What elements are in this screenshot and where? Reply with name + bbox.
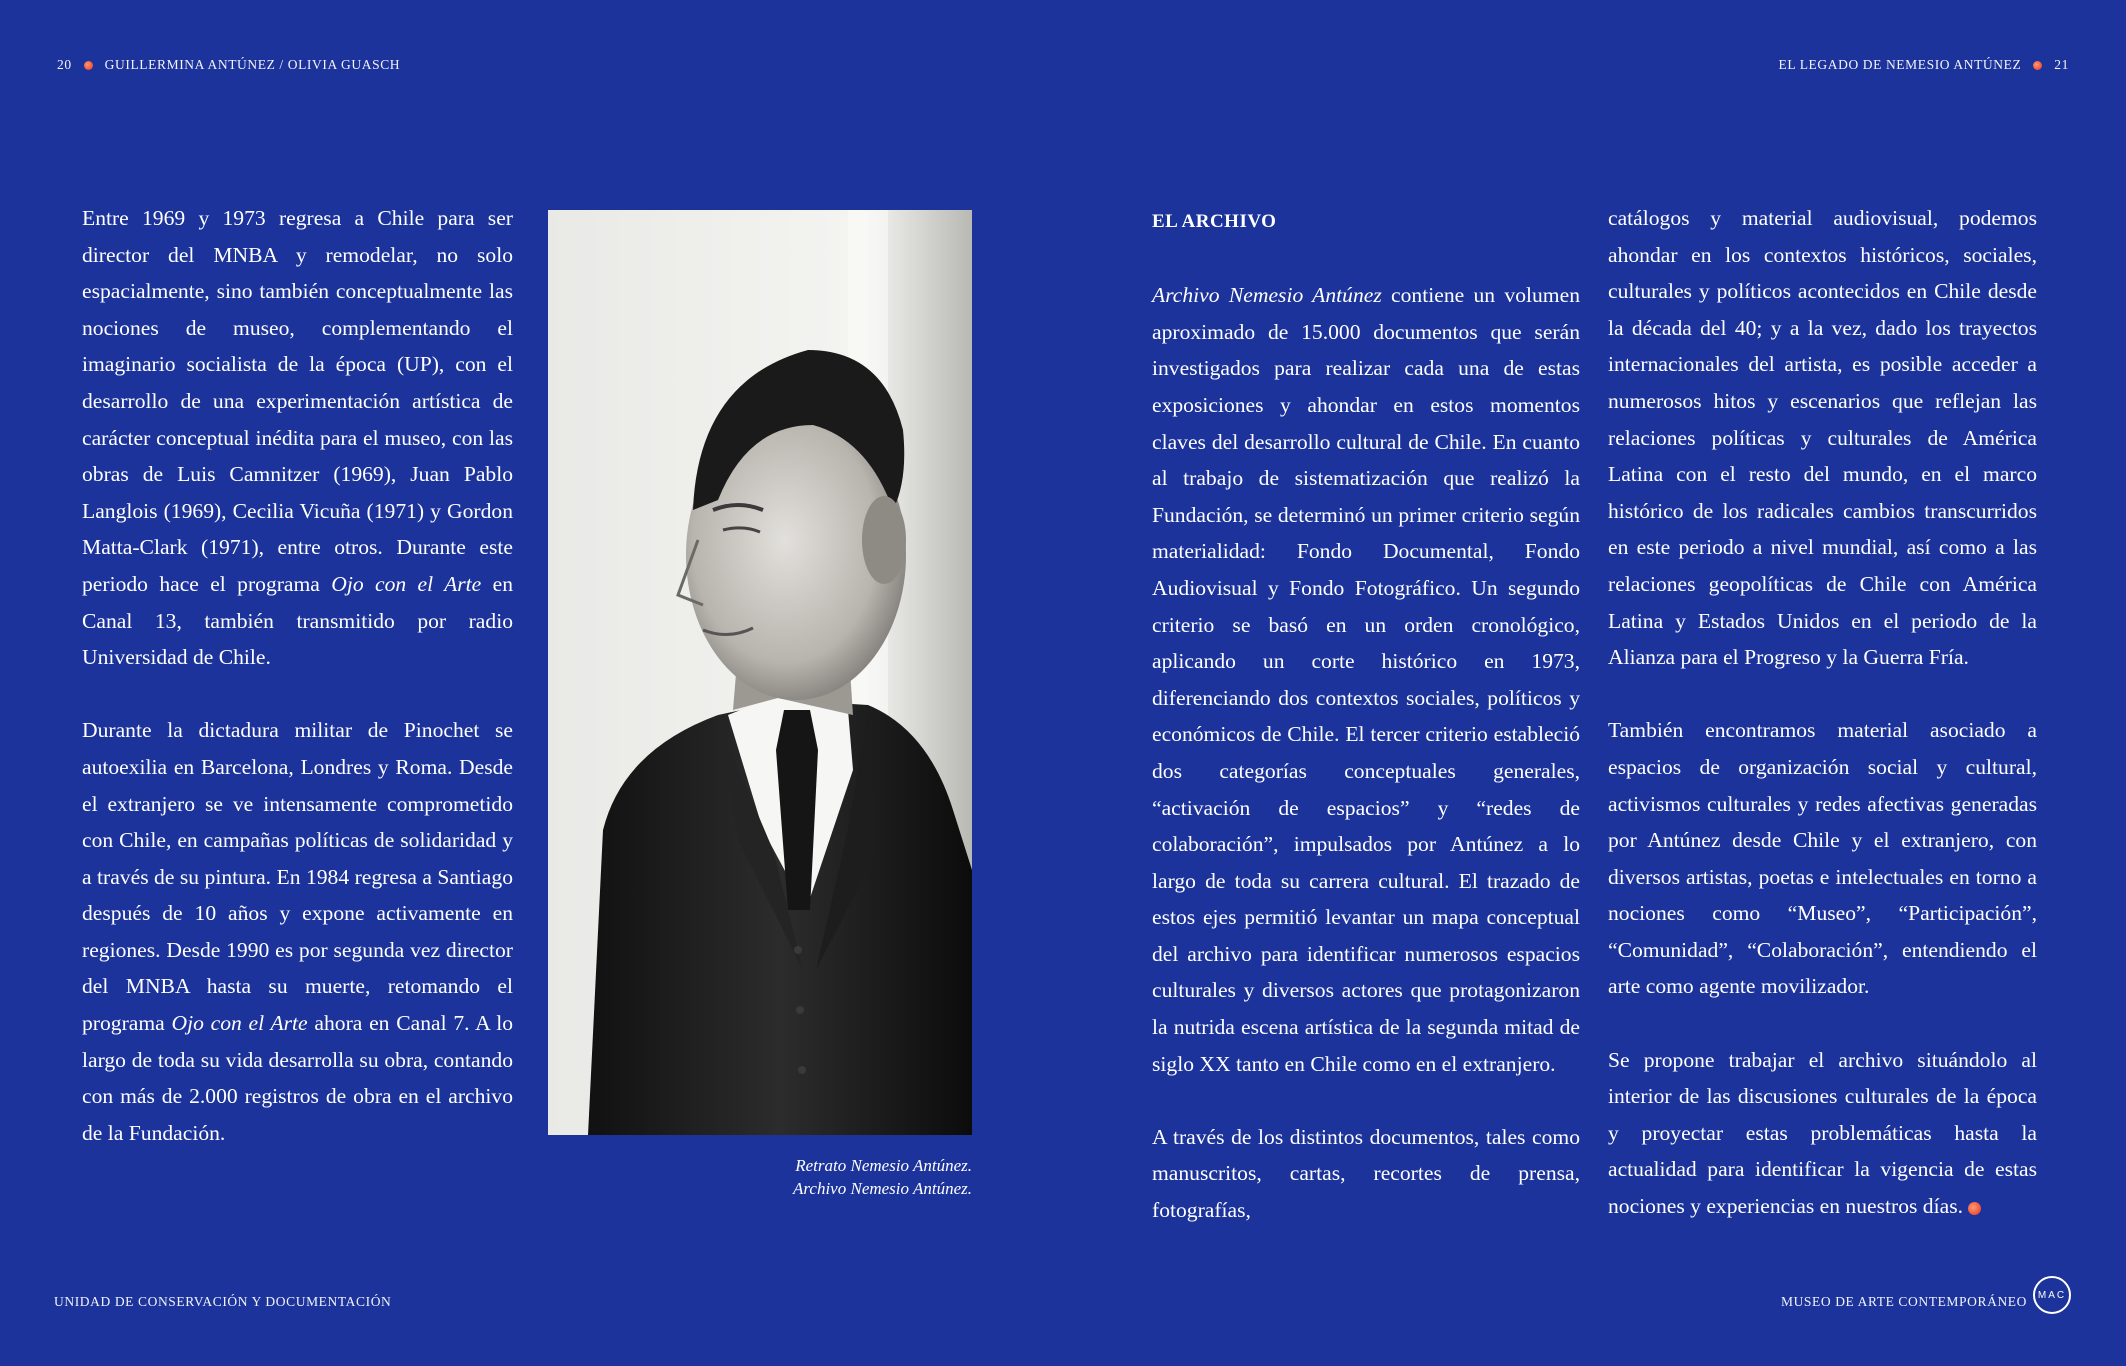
photo-caption bbox=[700, 1154, 972, 1200]
portrait-illustration bbox=[548, 210, 972, 1135]
paragraph: Entre 1969 y 1973 regresa a Chile para ser director del MNBA y remodelar, no solo espacialmente, sino también conceptualmente las nociones de museo, complementando el imaginario socialista de la época (UP), con el desarrollo de una experimentación artística de carácter conceptual inédita para el museo, con las obras de Luis Camnitzer (1969), Juan Pablo Langlois (1969), Cecilia Vicuña (1971) y Gordon Matta-Clark (1971), entre otros. Durante este periodo hace el programa Ojo con el Arte en Canal 13, también transmitido por radio Universidad de Chile. bbox=[82, 206, 514, 670]
accent-dot-icon bbox=[84, 61, 93, 70]
running-footer-left: UNIDAD DE CONSERVACIÓN Y DOCUMENTACIÓN bbox=[54, 1294, 392, 1309]
mac-logo: MAC bbox=[2033, 1276, 2071, 1314]
paragraph: A través de los distintos documentos, tales como manuscritos, cartas, recortes de prensa, fotografías, bbox=[1152, 1124, 1580, 1223]
paragraph: catálogos y material audiovisual, podemos ahondar en los contextos históricos, sociales, culturales y políticos acontecidos en Chile desde la década del 40; y a la vez, dado los trayectos internacionales del artista, es posible acceder a numerosos hitos y escenarios que reflejan las relaciones políticas y culturales de América Latina con el resto del mundo, en el marco histórico de los radicales cambios transcurridos en este periodo a nivel mundial, así como a las relaciones geopolíticas de Chile con América Latina y Estados Unidos en el periodo de la Alianza para el Progreso y la Guerra Fría. bbox=[1608, 206, 2037, 670]
portrait-photo bbox=[548, 210, 972, 1135]
left-page-number: 20 bbox=[57, 57, 72, 72]
right-page-number: 21 bbox=[2054, 57, 2069, 72]
paragraph: Archivo Nemesio Antúnez contiene un volumen aproximado de 15.000 documentos que serán investigados para realizar cada una de estas exposiciones y ahondar en estos momentos claves del desarrollo cultural de Chile. En cuanto al trabajo de sistematización que realizó la Fundación, se determinó un primer criterio según materialidad: Fondo Documental, Fondo Audiovisual y Fondo Fotográfico. Un segundo criterio se basó en un orden cronológico, aplicando un corte histórico en 1973, diferenciando dos contextos sociales, políticos y económicos de Chile. El tercer criterio estableció dos categorías conceptuales generales, “activación de espacios” y “redes de colaboración”, impulsados por Antúnez a lo largo de toda su carrera cultural. El trazado de estos ejes permitió levantar un mapa conceptual del archivo para identificar numerosos espacios culturales y diversos actores que protagonizaron la nutrida escena artística de la segunda mitad de siglo XX tanto en Chile como en el extranjero. bbox=[1152, 283, 1580, 1076]
paragraph: Durante la dictadura militar de Pinochet se autoexilia en Barcelona, Londres y Roma. Desde el extranjero se ve intensamente comprometido con Chile, en campañas políticas de solidaridad y a través de su pintura. En 1984 regresa a Santiago después de 10 años y expone activamente en regiones. Desde 1990 es por segunda vez director del MNBA hasta su muerte, retomando el programa Ojo con el Arte ahora en Canal 7. A lo largo de toda su vida desarrolla su obra, contando con más de 2.000 registros de obra en el archivo de la Fundación. bbox=[82, 718, 514, 1145]
end-mark-dot-icon bbox=[1968, 1202, 1981, 1215]
right-text-column bbox=[1608, 200, 2037, 1225]
paragraph: Se propone trabajar el archivo situándolo al interior de las discusiones culturales de la época y proyectar estas problemáticas hasta la actualidad para identificar la vigencia de estas nociones y experiencias en nuestros días. bbox=[1608, 1047, 2037, 1219]
accent-dot-icon bbox=[2033, 61, 2042, 70]
running-header-right bbox=[1779, 57, 2069, 73]
left-header-authors: GUILLERMINA ANTÚNEZ / OLIVIA GUASCH bbox=[104, 57, 401, 72]
running-footer-right: MUSEO DE ARTE CONTEMPORÁNEO bbox=[1780, 1294, 2027, 1309]
right-header-title: EL LEGADO DE NEMESIO ANTÚNEZ bbox=[1778, 57, 2022, 72]
caption-line: Retrato Nemesio Antúnez. bbox=[795, 1156, 972, 1175]
left-text-column bbox=[82, 200, 513, 1151]
caption-line: Archivo Nemesio Antúnez. bbox=[793, 1179, 972, 1198]
middle-text-column bbox=[1152, 204, 1580, 1229]
section-heading: EL ARCHIVO bbox=[1152, 211, 1277, 232]
running-header-left bbox=[57, 57, 400, 73]
paragraph: También encontramos material asociado a espacios de organización social y cultural, activismos culturales y redes afectivas generadas por Antúnez desde Chile y el extranjero, con diversos artistas, poetas e intelectuales en torno a nociones como “Museo”, “Participación”, “Comunidad”, “Colaboración”, entendiendo el arte como agente movilizador. bbox=[1608, 718, 2037, 999]
